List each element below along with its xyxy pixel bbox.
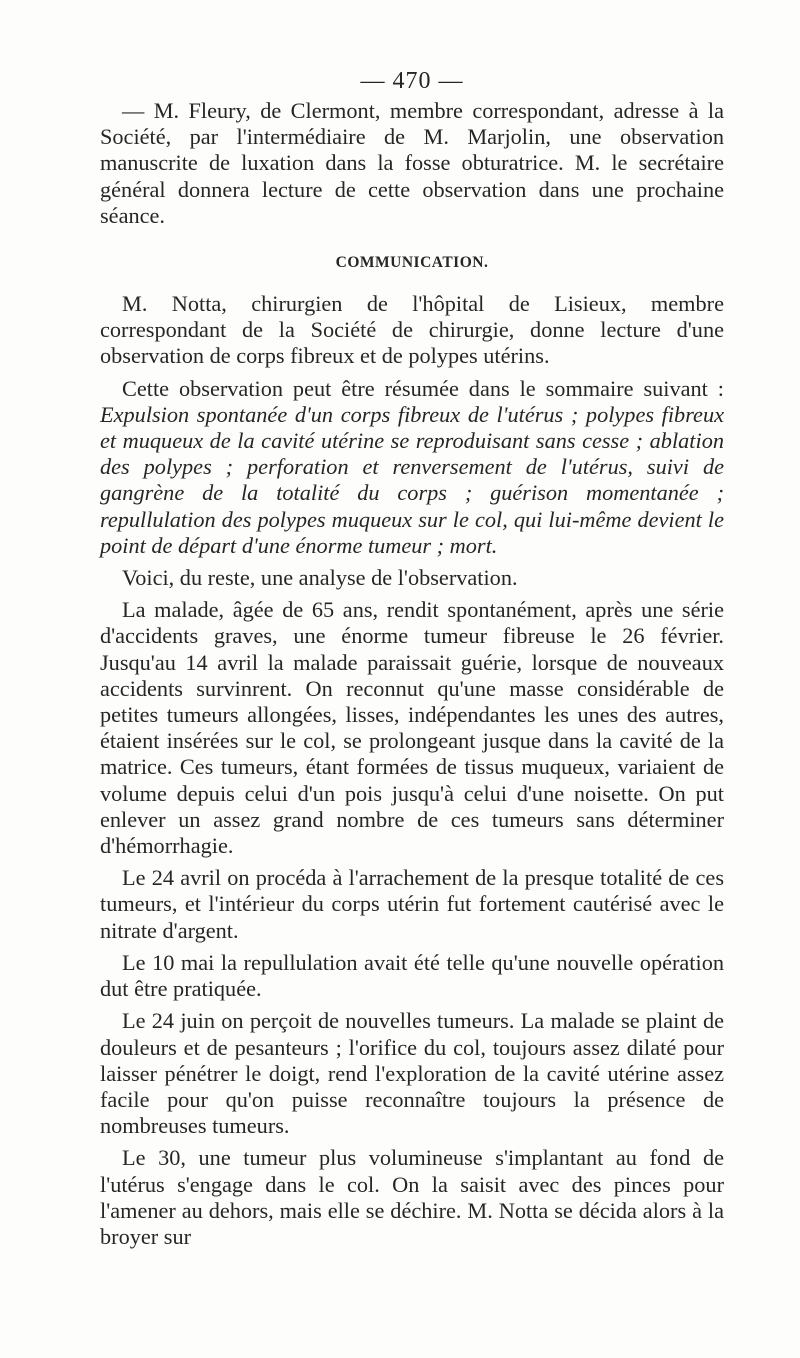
paragraph-analysis-intro: Voici, du reste, une analyse de l'observation. bbox=[122, 565, 518, 591]
paragraph-june-30: Le 30, une tumeur plus volumineuse s'implantant au fond de l'utérus s'engage dans le col. On la saisit avec des pinces pour l'amener au dehors, mais elle se déchire. M. Notta se décida alors à la broyer sur bbox=[100, 1145, 724, 1249]
paragraph-notta: M. Notta, chirurgien de l'hôpital de Lisieux, membre correspondant de la Société de chirurgie, donne lecture d'une observation de corps fibreux et de polypes utérins. bbox=[100, 291, 724, 369]
paragraph-fleury: — M. Fleury, de Clermont, membre correspondant, adresse à la Société, par l'intermédiaire de M. Marjolin, une observation manuscrite de luxation dans la fosse obturatrice. M. le secrétaire général donnera lecture de cette observation dans une prochaine séance. bbox=[100, 98, 724, 228]
paragraph-may-10: Le 10 mai la repullulation avait été telle qu'une nouvelle opération dut être pratiquée. bbox=[100, 949, 724, 1002]
paragraph-summary bbox=[100, 376, 724, 559]
paragraph-april-24: Le 24 avril on procéda à l'arrachement de la presque totalité de ces tumeurs, et l'intérieur du corps utérin fut fortement cautérisé avec le nitrate d'argent. bbox=[100, 865, 724, 943]
paragraph-june-24: Le 24 juin on perçoit de nouvelles tumeurs. La malade se plaint de douleurs et de pesanteurs ; l'orifice du col, toujours assez dilaté pour laisser pénétrer le doigt, rend l'exploration de la cavité utérine assez facile pour qu'on puisse reconnaître toujours la présence de nombreuses tumeurs. bbox=[100, 1008, 724, 1139]
page-number: — 470 — bbox=[360, 68, 464, 94]
summary-italic: Expulsion spontanée d'un corps fibreux de l'utérus ; polypes fibreux et muqueux de la cavité utérine se reproduisant sans cesse ; ablation des polypes ; perforation et renversement de l'utérus, suivi de gangrène de la totalité du corps ; guérison momentanée ; repullulation des polypes muqueux sur le col, qui lui-même devient le point de départ d'une énorme tumeur ; mort. bbox=[100, 401, 724, 558]
paragraph-patient: La malade, âgée de 65 ans, rendit spontanément, après une série d'accidents graves, une énorme tumeur fibreuse le 26 février. Jusqu'au 14 avril la malade paraissait guérie, lorsque de nouveaux accidents survinrent. On reconnut qu'une masse considérable de petites tumeurs allongées, lisses, indépendantes les unes des autres, étaient insérées sur le col, se prolongeant jusque dans la cavité de la matrice. Ces tumeurs, étant formées de tissus muqueux, variaient de volume depuis celui d'un pois jusqu'à celui d'une noisette. On put enlever un assez grand nombre de ces tumeurs sans déterminer d'hémorrhagie. bbox=[100, 597, 724, 859]
section-heading: COMMUNICATION. bbox=[335, 254, 489, 272]
summary-intro: Cette observation peut être résumée dans le sommaire suivant : bbox=[122, 375, 724, 401]
